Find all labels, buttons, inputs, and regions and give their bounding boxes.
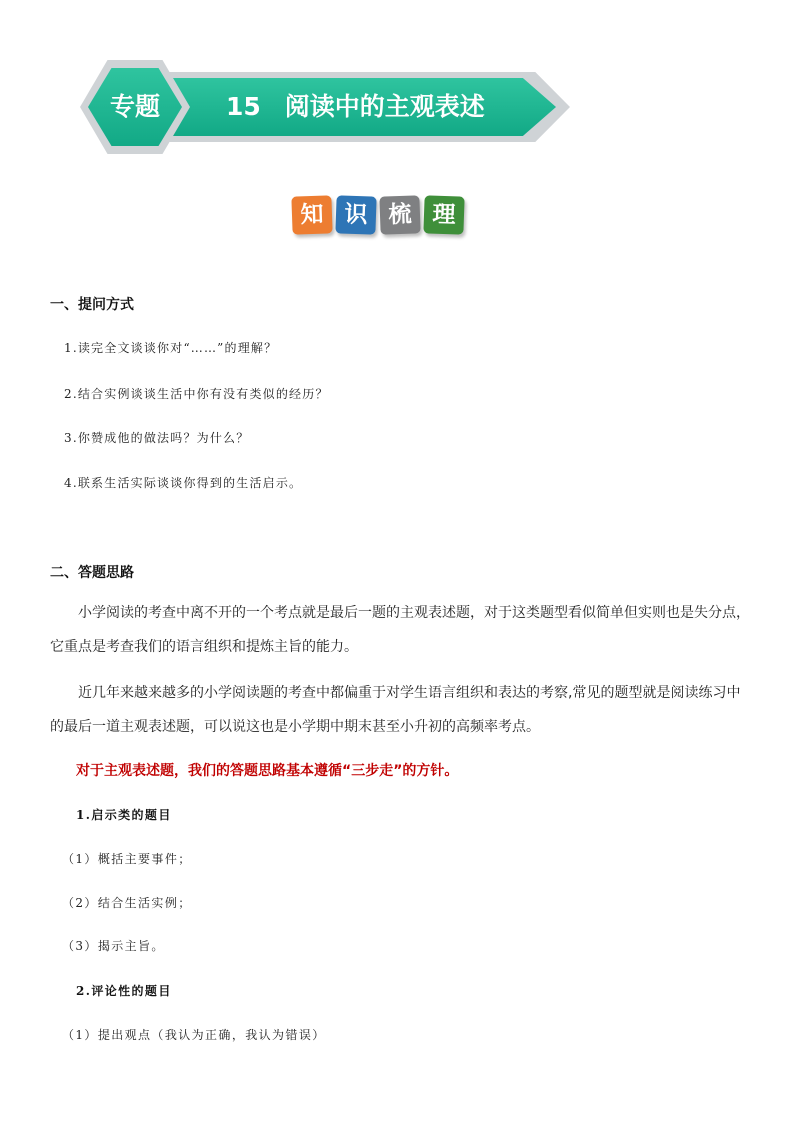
paragraph-line: 近几年来越来越多的小学阅读题的考查中都偏重于对学生语言组织和表达的考察,常见的题型就是阅读练习中 bbox=[78, 685, 741, 701]
question-item: 4.联系生活实际谈谈你得到的生活启示。 bbox=[64, 476, 303, 490]
knowledge-tile: 梳 bbox=[379, 195, 420, 234]
paragraph-line: 它重点是考查我们的语言组织和提炼主旨的能力。 bbox=[50, 639, 358, 655]
topic-banner bbox=[78, 60, 570, 154]
topic-number: 15 bbox=[226, 92, 261, 121]
topic-title-text: 阅读中的主观表述 bbox=[284, 92, 485, 121]
knowledge-tile: 知 bbox=[291, 195, 332, 234]
topic-badge: 专题 bbox=[109, 92, 160, 121]
subsection-title: 2.评论性的题目 bbox=[76, 984, 172, 998]
step-item: （1）概括主要事件； bbox=[62, 852, 192, 866]
section-heading-approach: 二、答题思路 bbox=[50, 565, 134, 581]
topic-title bbox=[226, 90, 485, 124]
section-heading-questions: 一、提问方式 bbox=[50, 297, 134, 313]
knowledge-summary-tiles bbox=[292, 196, 472, 240]
step-item: （2）结合生活实例； bbox=[62, 896, 192, 910]
question-item: 1.读完全文谈谈你对“……”的理解？ bbox=[64, 341, 278, 355]
step-item: （1）提出观点（我认为正确，我认为错误） bbox=[62, 1028, 326, 1042]
question-item: 3.你赞成他的做法吗？为什么？ bbox=[64, 431, 250, 445]
knowledge-tile: 识 bbox=[335, 195, 376, 234]
subsection-title: 1.启示类的题目 bbox=[76, 808, 172, 822]
paragraph-line: 小学阅读的考查中离不开的一个考点就是最后一题的主观表述题，对于这类题型看似简单但实则也是失分点， bbox=[78, 605, 750, 621]
highlight-note: 对于主观表述题，我们的答题思路基本遵循“三步走”的方针。 bbox=[76, 763, 459, 779]
paragraph-line: 的最后一道主观表述题，可以说这也是小学期中期末甚至小升初的高频率考点。 bbox=[50, 719, 540, 735]
knowledge-tile: 理 bbox=[423, 195, 464, 234]
step-item: （3）揭示主旨。 bbox=[62, 939, 165, 953]
question-item: 2.结合实例谈谈生活中你有没有类似的经历？ bbox=[64, 387, 329, 401]
